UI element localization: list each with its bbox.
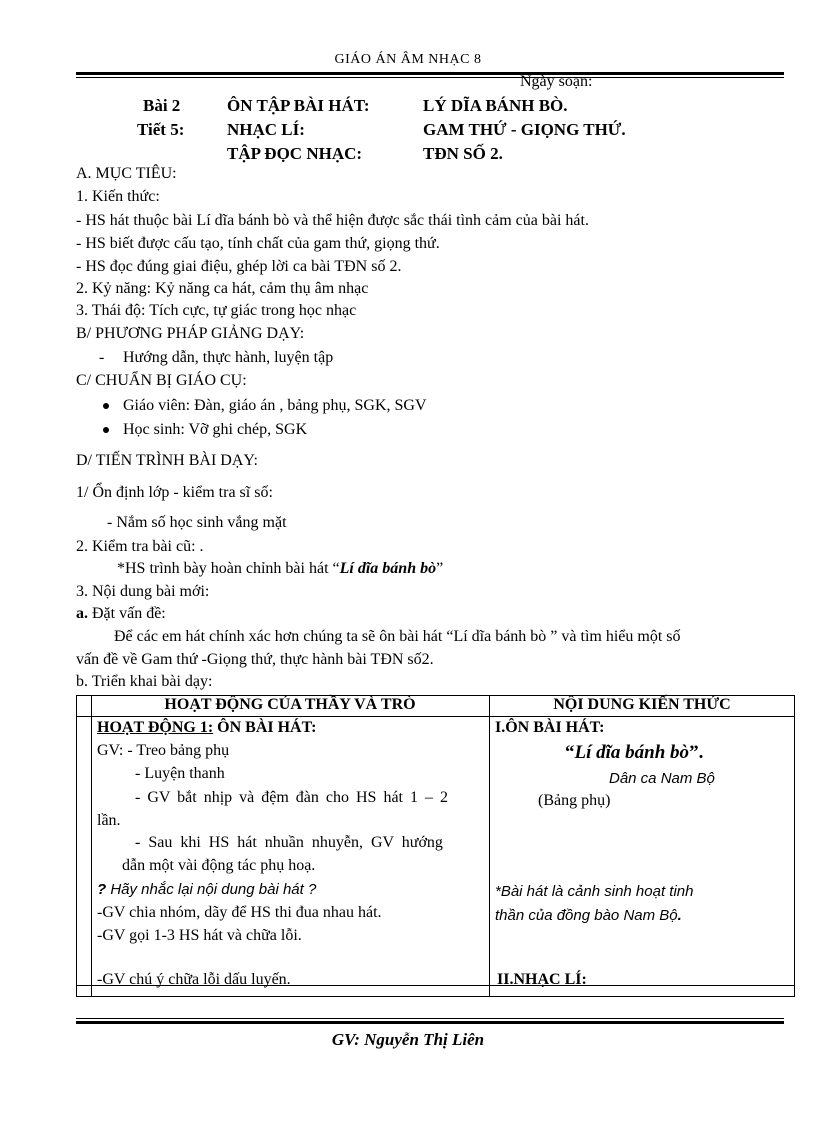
table-header-right: NỘI DUNG KIẾN THỨC [553,696,731,713]
lesson-topic-2: NHẠC LÍ: [227,120,305,139]
knowledge-item-2: - HS biết được cấu tạo, tính chất của gam thứ, giọng thứ. [76,235,440,252]
header-rule-thin [76,77,784,78]
lesson-topic-3-value: TĐN SỐ 2. [423,144,503,163]
method-dash: - [99,349,105,366]
activity-line-3: - GV bắt nhịp và đệm đàn cho HS hát 1 – 2 [135,789,448,806]
attitude-line: 3. Thái độ: Tích cực, tự giác trong học nhạc [76,302,357,319]
content-section-2-heading: II.NHẠC LÍ: [497,971,587,988]
footer-author: GV: Nguyễn Thị Liên [331,1030,485,1049]
content-song-note-line-1: *Bài hát là cảnh sinh hoạt tinh [495,883,694,900]
review-item: *HS trình bày hoàn chỉnh bài hát “Lí dĩa bánh bò” [117,560,444,577]
prep-student-text: Học sinh: Vỡ ghi chép, SGK [123,421,308,438]
bullet-icon [103,403,109,409]
deployment-heading: b. Triển khai bài dạy: [76,673,213,690]
activity-line-8: -GV gọi 1-3 HS hát và chữa lỗi. [97,927,302,944]
review-song-name: Lí dĩa bánh bò [339,560,437,577]
section-d-heading: D/ TIẾN TRÌNH BÀI DẠY: [76,452,258,469]
content-section-1-heading: I.ÔN BÀI HÁT: [495,719,605,736]
table-header-left: HOẠT ĐỘNG CỦA THẦY VÀ TRÒ [164,696,416,713]
lesson-topic-1: ÔN TẬP BÀI HÁT: [227,96,370,115]
footer-rule-thin [76,1018,784,1019]
activity-line-6: dẫn một vài động tác phụ hoạ. [122,857,316,874]
activity-1-heading: HOẠT ĐỘNG 1: ÔN BÀI HÁT: [97,719,317,736]
class-check-heading: 1/ Ổn định lớp - kiểm tra sĩ số: [76,484,273,501]
section-c-heading: C/ CHUẨN BỊ GIÁO CỤ: [76,372,247,389]
lesson-period: Tiết 5: [137,120,185,139]
skills-line: 2. Kỷ năng: Kỷ năng ca hát, cảm thụ âm nhạc [76,280,369,297]
intro-paragraph-line-1: Để các em hát chính xác hơn chúng ta sẽ ôn bài hát “Lí dĩa bánh bò ” và tìm hiểu một số [114,628,681,645]
method-item: Hướng dẫn, thực hành, luyện tập [123,349,334,366]
table-header-rule [76,716,795,717]
knowledge-heading: 1. Kiến thức: [76,188,160,205]
activity-line-9: -GV chú ý chữa lỗi dấu luyến. [97,971,291,988]
knowledge-item-1: - HS hát thuộc bài Lí dĩa bánh bò và thể hiện được sắc thái tình cảm của bài hát. [76,212,589,229]
activity-question: ? Hãy nhắc lại nội dung bài hát ? [97,881,317,898]
activity-line-7: -GV chia nhóm, dãy để HS thi đua nhau hát. [97,904,382,921]
lesson-topic-1-value: LÝ DĨA BÁNH BÒ. [423,96,568,115]
intro-paragraph-line-2: vấn đề về Gam thứ -Giọng thứ, thực hành bài TĐN số2. [76,651,434,668]
knowledge-item-3: - HS đọc đúng giai điệu, ghép lời ca bài TĐN số 2. [76,258,402,275]
attendance-item: - Nắm số học sinh vắng mặt [107,514,287,531]
page-header-title: GIÁO ÁN ÂM NHẠC 8 [334,52,482,67]
bullet-icon [103,427,109,433]
footer-rule [76,1021,784,1024]
activity-line-2: - Luyện thanh [135,765,225,782]
table-divider-left-inner [91,695,92,997]
content-board-note: (Bảng phụ) [538,792,611,809]
new-lesson-heading: 3. Nội dung bài mới: [76,583,210,600]
header-rule [76,72,784,75]
lesson-number: Bài 2 [143,96,181,115]
section-a-heading: A. MỤC TIÊU: [76,165,177,182]
activity-line-5: - Sau khi HS hát nhuần nhuyễn, GV hướng [135,834,443,851]
review-heading: 2. Kiểm tra bài cũ: . [76,538,204,555]
prep-teacher-text: Giáo viên: Đàn, giáo án , bảng phụ, SGK, SGV [123,397,427,414]
section-b-heading: B/ PHƯƠNG PHÁP GIẢNG DẠY: [76,325,305,342]
activity-line-1: GV: - Treo bảng phụ [97,742,230,759]
problem-heading: a. Đặt vấn đề: [76,605,166,622]
content-song-origin: Dân ca Nam Bộ [609,770,715,787]
activity-line-4: lần. [97,812,121,829]
lesson-topic-3: TẬP ĐỌC NHẠC: [227,144,363,163]
content-song-title: “Lí dĩa bánh bò”. [565,742,704,763]
table-divider-middle [489,695,490,997]
content-song-note-line-2: thần của đồng bào Nam Bộ. [495,907,682,924]
date-label: Ngày soạn: [520,73,593,90]
lesson-topic-2-value: GAM THỨ - GIỌNG THỨ. [423,120,626,139]
prep-student [103,421,307,439]
prep-teacher [103,397,427,415]
